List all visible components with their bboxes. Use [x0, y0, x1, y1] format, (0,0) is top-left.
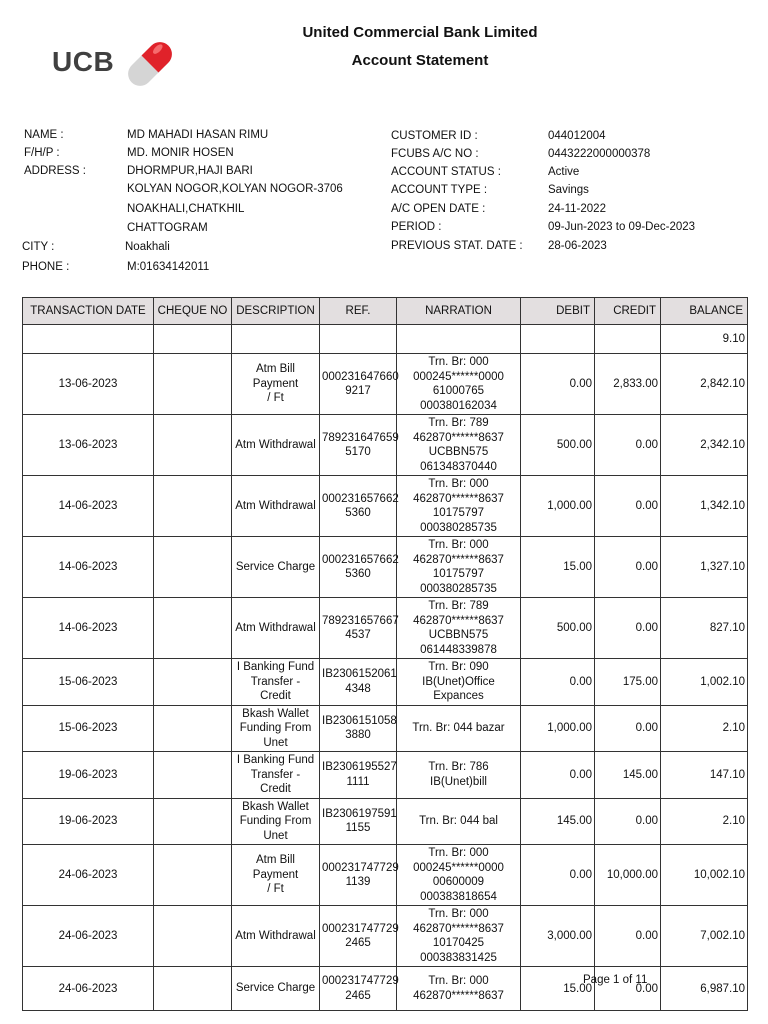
page-number: Page 1 of 11	[583, 974, 648, 986]
narration	[397, 415, 521, 476]
narration-line: 061348370440	[420, 460, 497, 473]
description-line: Atm Withdrawal	[235, 621, 316, 634]
transaction-date: 15-06-2023	[23, 659, 154, 706]
ref	[320, 476, 397, 537]
ref-line: 2465	[345, 937, 371, 949]
ref-line: IB2306151058	[322, 714, 397, 727]
transaction-date: 19-06-2023	[23, 798, 154, 845]
description-line: I Banking Fund	[236, 754, 315, 766]
cheque-no	[154, 354, 232, 415]
credit: 0.00	[595, 598, 661, 659]
description-line: Funding From	[239, 722, 312, 734]
narration-line: 000245******0000	[413, 370, 504, 383]
ref-line: 000231747729	[322, 975, 399, 987]
ref	[320, 415, 397, 476]
debit: 0.00	[521, 354, 595, 415]
cheque-no	[154, 967, 232, 1011]
ref-line: 4537	[345, 629, 371, 641]
description	[232, 967, 320, 1011]
balance: 6,987.10	[661, 967, 748, 1011]
ref-line: 789231657667	[322, 614, 399, 627]
ref-line: 000231747729	[322, 922, 399, 935]
credit: 0.00	[595, 798, 661, 845]
open-date-label: A/C OPEN DATE :	[391, 203, 486, 215]
description-line: Transfer - Credit	[250, 675, 301, 702]
credit: 0.00	[595, 967, 661, 1011]
narration-line: 00600009	[432, 876, 485, 888]
city-label: CITY :	[22, 241, 55, 253]
period-value: 09-Jun-2023 to 09-Dec-2023	[548, 221, 696, 233]
narration-line: Trn. Br: 044 bal	[419, 815, 498, 827]
narration	[397, 845, 521, 906]
narration-line: 061448339878	[420, 643, 497, 656]
header-description: DESCRIPTION	[232, 298, 320, 325]
description	[232, 354, 320, 415]
narration-line: 10175797	[432, 568, 485, 580]
description	[232, 537, 320, 598]
fhp-value: MD. MONIR HOSEN	[127, 147, 234, 159]
narration-line: UCBBN575	[428, 446, 489, 458]
phone-label: PHONE :	[22, 261, 70, 273]
cheque-no	[154, 906, 232, 967]
account-status-label: ACCOUNT STATUS :	[391, 166, 501, 178]
address-line-1: DHORMPUR,HAJI BARI	[127, 165, 253, 177]
cheque-no	[154, 415, 232, 476]
description-line: Transfer - Credit	[250, 768, 301, 795]
narration-line: 000380285735	[420, 582, 497, 595]
logo-text: UCB	[52, 46, 115, 77]
description-line: Atm Withdrawal	[235, 929, 316, 942]
address-line-4: CHATTOGRAM	[127, 222, 208, 234]
debit: 0.00	[521, 845, 595, 906]
ref	[320, 598, 397, 659]
opening-balance-row	[23, 325, 748, 354]
description	[232, 752, 320, 799]
cheque-no	[154, 598, 232, 659]
balance: 2,842.10	[661, 354, 748, 415]
period-label: PERIOD :	[391, 221, 442, 233]
debit: 0.00	[521, 659, 595, 706]
debit: 500.00	[521, 415, 595, 476]
debit: 0.00	[521, 752, 595, 799]
ref	[320, 967, 397, 1011]
address-line-2: KOLYAN NOGOR,KOLYAN NOGOR-3706	[127, 183, 343, 195]
balance: 2.10	[661, 798, 748, 845]
credit: 0.00	[595, 476, 661, 537]
table-row	[23, 659, 748, 706]
credit: 0.00	[595, 705, 661, 752]
ref-line: 5360	[345, 568, 371, 580]
description-line: Atm Withdrawal	[235, 438, 316, 451]
table-row	[23, 906, 748, 967]
debit: 1,000.00	[521, 705, 595, 752]
open-date-value: 24-11-2022	[548, 203, 606, 215]
balance: 1,002.10	[661, 659, 748, 706]
credit: 0.00	[595, 906, 661, 967]
narration-line: UCBBN575	[428, 629, 489, 641]
ref-line: 789231647659	[322, 431, 399, 444]
narration	[397, 967, 521, 1011]
debit: 15.00	[521, 537, 595, 598]
debit: 15.00	[521, 967, 595, 1011]
narration-line: 462870******8637	[413, 614, 504, 627]
table-row	[23, 537, 748, 598]
ref-line: 2465	[345, 989, 371, 1002]
narration-line: Trn. Br: 786 IB(Unet)bill	[428, 761, 489, 788]
header-balance: BALANCE	[661, 298, 748, 325]
debit: 500.00	[521, 598, 595, 659]
narration-line: IB(Unet)Office Expances	[422, 675, 495, 702]
description	[232, 906, 320, 967]
customer-id-value: 044012004	[548, 130, 606, 142]
phone-value: M:01634142011	[127, 261, 210, 273]
cheque-no	[154, 752, 232, 799]
fcubs-label: FCUBS A/C NO :	[391, 148, 479, 160]
table-row	[23, 354, 748, 415]
narration-line: Trn. Br: 789	[428, 600, 489, 612]
balance: 7,002.10	[661, 906, 748, 967]
ref	[320, 906, 397, 967]
description-line: / Ft	[267, 883, 284, 896]
city-value: Noakhali	[125, 241, 170, 253]
account-type-value: Savings	[548, 184, 589, 196]
narration-line: Trn. Br: 000	[428, 356, 489, 368]
description-line: Service Charge	[235, 560, 316, 573]
credit: 0.00	[595, 415, 661, 476]
narration	[397, 476, 521, 537]
table-row	[23, 752, 748, 799]
narration-line: 462870******8637	[413, 492, 504, 505]
cheque-no	[154, 798, 232, 845]
narration-line: 462870******8637	[413, 922, 504, 935]
header-debit: DEBIT	[521, 298, 595, 325]
ref-line: 000231747729	[322, 861, 399, 874]
transactions-table	[22, 297, 748, 1011]
description-line: Bkash Wallet	[242, 800, 309, 813]
narration-line: 000380285735	[420, 521, 497, 534]
address-label: ADDRESS :	[24, 165, 86, 177]
narration	[397, 598, 521, 659]
description-line: / Ft	[267, 392, 284, 405]
bank-name: United Commercial Bank Limited	[302, 24, 538, 41]
narration-line: 000380162034	[420, 399, 497, 412]
balance: 1,327.10	[661, 537, 748, 598]
transaction-date: 14-06-2023	[23, 476, 154, 537]
narration	[397, 798, 521, 845]
description-line: Bkash Wallet	[242, 707, 309, 720]
transaction-date: 24-06-2023	[23, 845, 154, 906]
fcubs-value: 0443222000000378	[548, 148, 651, 160]
header-credit: CREDIT	[595, 298, 661, 325]
balance: 10,002.10	[661, 845, 748, 906]
cheque-no	[154, 845, 232, 906]
narration-line: Trn. Br: 000	[428, 478, 489, 490]
balance: 1,342.10	[661, 476, 748, 537]
narration-line: 000245******0000	[413, 861, 504, 874]
ref-line: 3880	[345, 729, 371, 742]
ref-line: 1111	[346, 775, 370, 788]
transaction-date: 24-06-2023	[23, 906, 154, 967]
narration-line: 10170425	[432, 937, 485, 949]
fhp-label: F/H/P :	[24, 147, 60, 159]
description-line: Atm Bill Payment	[252, 363, 299, 390]
credit: 0.00	[595, 537, 661, 598]
description-line: Funding From	[239, 815, 312, 827]
narration-line: 000383818654	[420, 890, 497, 903]
narration-line: 61000765	[432, 385, 485, 397]
ref-line: 1155	[345, 822, 371, 835]
table-row	[23, 705, 748, 752]
ucb-logo	[50, 34, 180, 94]
ref	[320, 537, 397, 598]
credit: 175.00	[595, 659, 661, 706]
header-ref: REF.	[320, 298, 397, 325]
description	[232, 598, 320, 659]
account-type-label: ACCOUNT TYPE :	[391, 184, 488, 196]
description-line: Atm Withdrawal	[235, 499, 316, 512]
address-line-3: NOAKHALI,CHATKHIL	[127, 203, 245, 215]
narration-line: 10175797	[432, 507, 485, 519]
ref-line: 000231647660	[322, 370, 399, 383]
description	[232, 415, 320, 476]
transaction-date: 19-06-2023	[23, 752, 154, 799]
description	[232, 705, 320, 752]
ref-line: IB2306195527	[322, 761, 397, 774]
description-line: Unet	[263, 736, 288, 749]
ref-line: 000231657662	[322, 553, 399, 566]
balance: 2,342.10	[661, 415, 748, 476]
table-row	[23, 415, 748, 476]
transaction-date: 24-06-2023	[23, 967, 154, 1011]
ref-line: IB2306152061	[322, 668, 397, 681]
transaction-date: 13-06-2023	[23, 415, 154, 476]
transaction-date: 13-06-2023	[23, 354, 154, 415]
table-header-row	[23, 298, 748, 325]
ref	[320, 354, 397, 415]
header-cheque-no: CHEQUE NO	[154, 298, 232, 325]
narration-line: Trn. Br: 000	[428, 539, 489, 551]
narration	[397, 705, 521, 752]
header-narration: NARRATION	[397, 298, 521, 325]
balance: 827.10	[661, 598, 748, 659]
narration	[397, 354, 521, 415]
description-line: Unet	[263, 829, 288, 842]
transaction-date: 14-06-2023	[23, 598, 154, 659]
description	[232, 845, 320, 906]
description-line: Service Charge	[235, 982, 316, 995]
narration-line: 000383831425	[420, 951, 497, 964]
description-line: Atm Bill Payment	[252, 854, 299, 881]
transaction-date: 15-06-2023	[23, 705, 154, 752]
ref-line: 4348	[345, 682, 371, 695]
cheque-no	[154, 476, 232, 537]
narration	[397, 752, 521, 799]
customer-name: MD MAHADI HASAN RIMU	[127, 129, 269, 141]
narration-line: Trn. Br: 000	[428, 847, 489, 859]
table-row	[23, 598, 748, 659]
ref	[320, 705, 397, 752]
ref-line: IB2306197591	[322, 807, 397, 820]
ref	[320, 752, 397, 799]
ref-line: 000231657662	[322, 492, 399, 505]
description	[232, 798, 320, 845]
ref	[320, 659, 397, 706]
narration-line: 462870******8637	[413, 553, 504, 566]
cheque-no	[154, 659, 232, 706]
table-row	[23, 845, 748, 906]
narration-line: Trn. Br: 044 bazar	[412, 722, 505, 734]
credit: 10,000.00	[595, 845, 661, 906]
credit: 2,833.00	[595, 354, 661, 415]
statement-title: Account Statement	[351, 52, 489, 69]
narration-line: Trn. Br: 000	[428, 975, 489, 987]
transaction-date: 14-06-2023	[23, 537, 154, 598]
capsule-logo-icon	[128, 34, 172, 94]
table-row	[23, 798, 748, 845]
narration-line: 462870******8637	[413, 989, 504, 1002]
debit: 3,000.00	[521, 906, 595, 967]
description	[232, 476, 320, 537]
table-row	[23, 476, 748, 537]
debit: 145.00	[521, 798, 595, 845]
narration-line: Trn. Br: 090	[428, 661, 489, 673]
customer-id-label: CUSTOMER ID :	[391, 130, 478, 142]
ref-line: 9217	[345, 385, 371, 397]
ref-line: 5360	[345, 507, 371, 519]
narration-line: Trn. Br: 000	[428, 908, 489, 920]
narration	[397, 659, 521, 706]
cheque-no	[154, 537, 232, 598]
balance: 2.10	[661, 705, 748, 752]
ref	[320, 845, 397, 906]
ref	[320, 798, 397, 845]
description	[232, 659, 320, 706]
narration	[397, 906, 521, 967]
narration	[397, 537, 521, 598]
opening-balance: 9.10	[661, 325, 748, 354]
description-line: I Banking Fund	[236, 661, 315, 673]
prev-stat-date-value: 28-06-2023	[548, 240, 607, 252]
debit: 1,000.00	[521, 476, 595, 537]
prev-stat-date-label: PREVIOUS STAT. DATE :	[391, 240, 523, 252]
cheque-no	[154, 705, 232, 752]
header-transaction-date: TRANSACTION DATE	[23, 298, 154, 325]
narration-line: 462870******8637	[413, 431, 504, 444]
ref-line: 5170	[345, 446, 371, 458]
narration-line: Trn. Br: 789	[428, 417, 489, 429]
name-label: NAME :	[24, 129, 64, 141]
credit: 145.00	[595, 752, 661, 799]
balance: 147.10	[661, 752, 748, 799]
account-status-value: Active	[548, 166, 580, 178]
ref-line: 1139	[345, 876, 371, 888]
